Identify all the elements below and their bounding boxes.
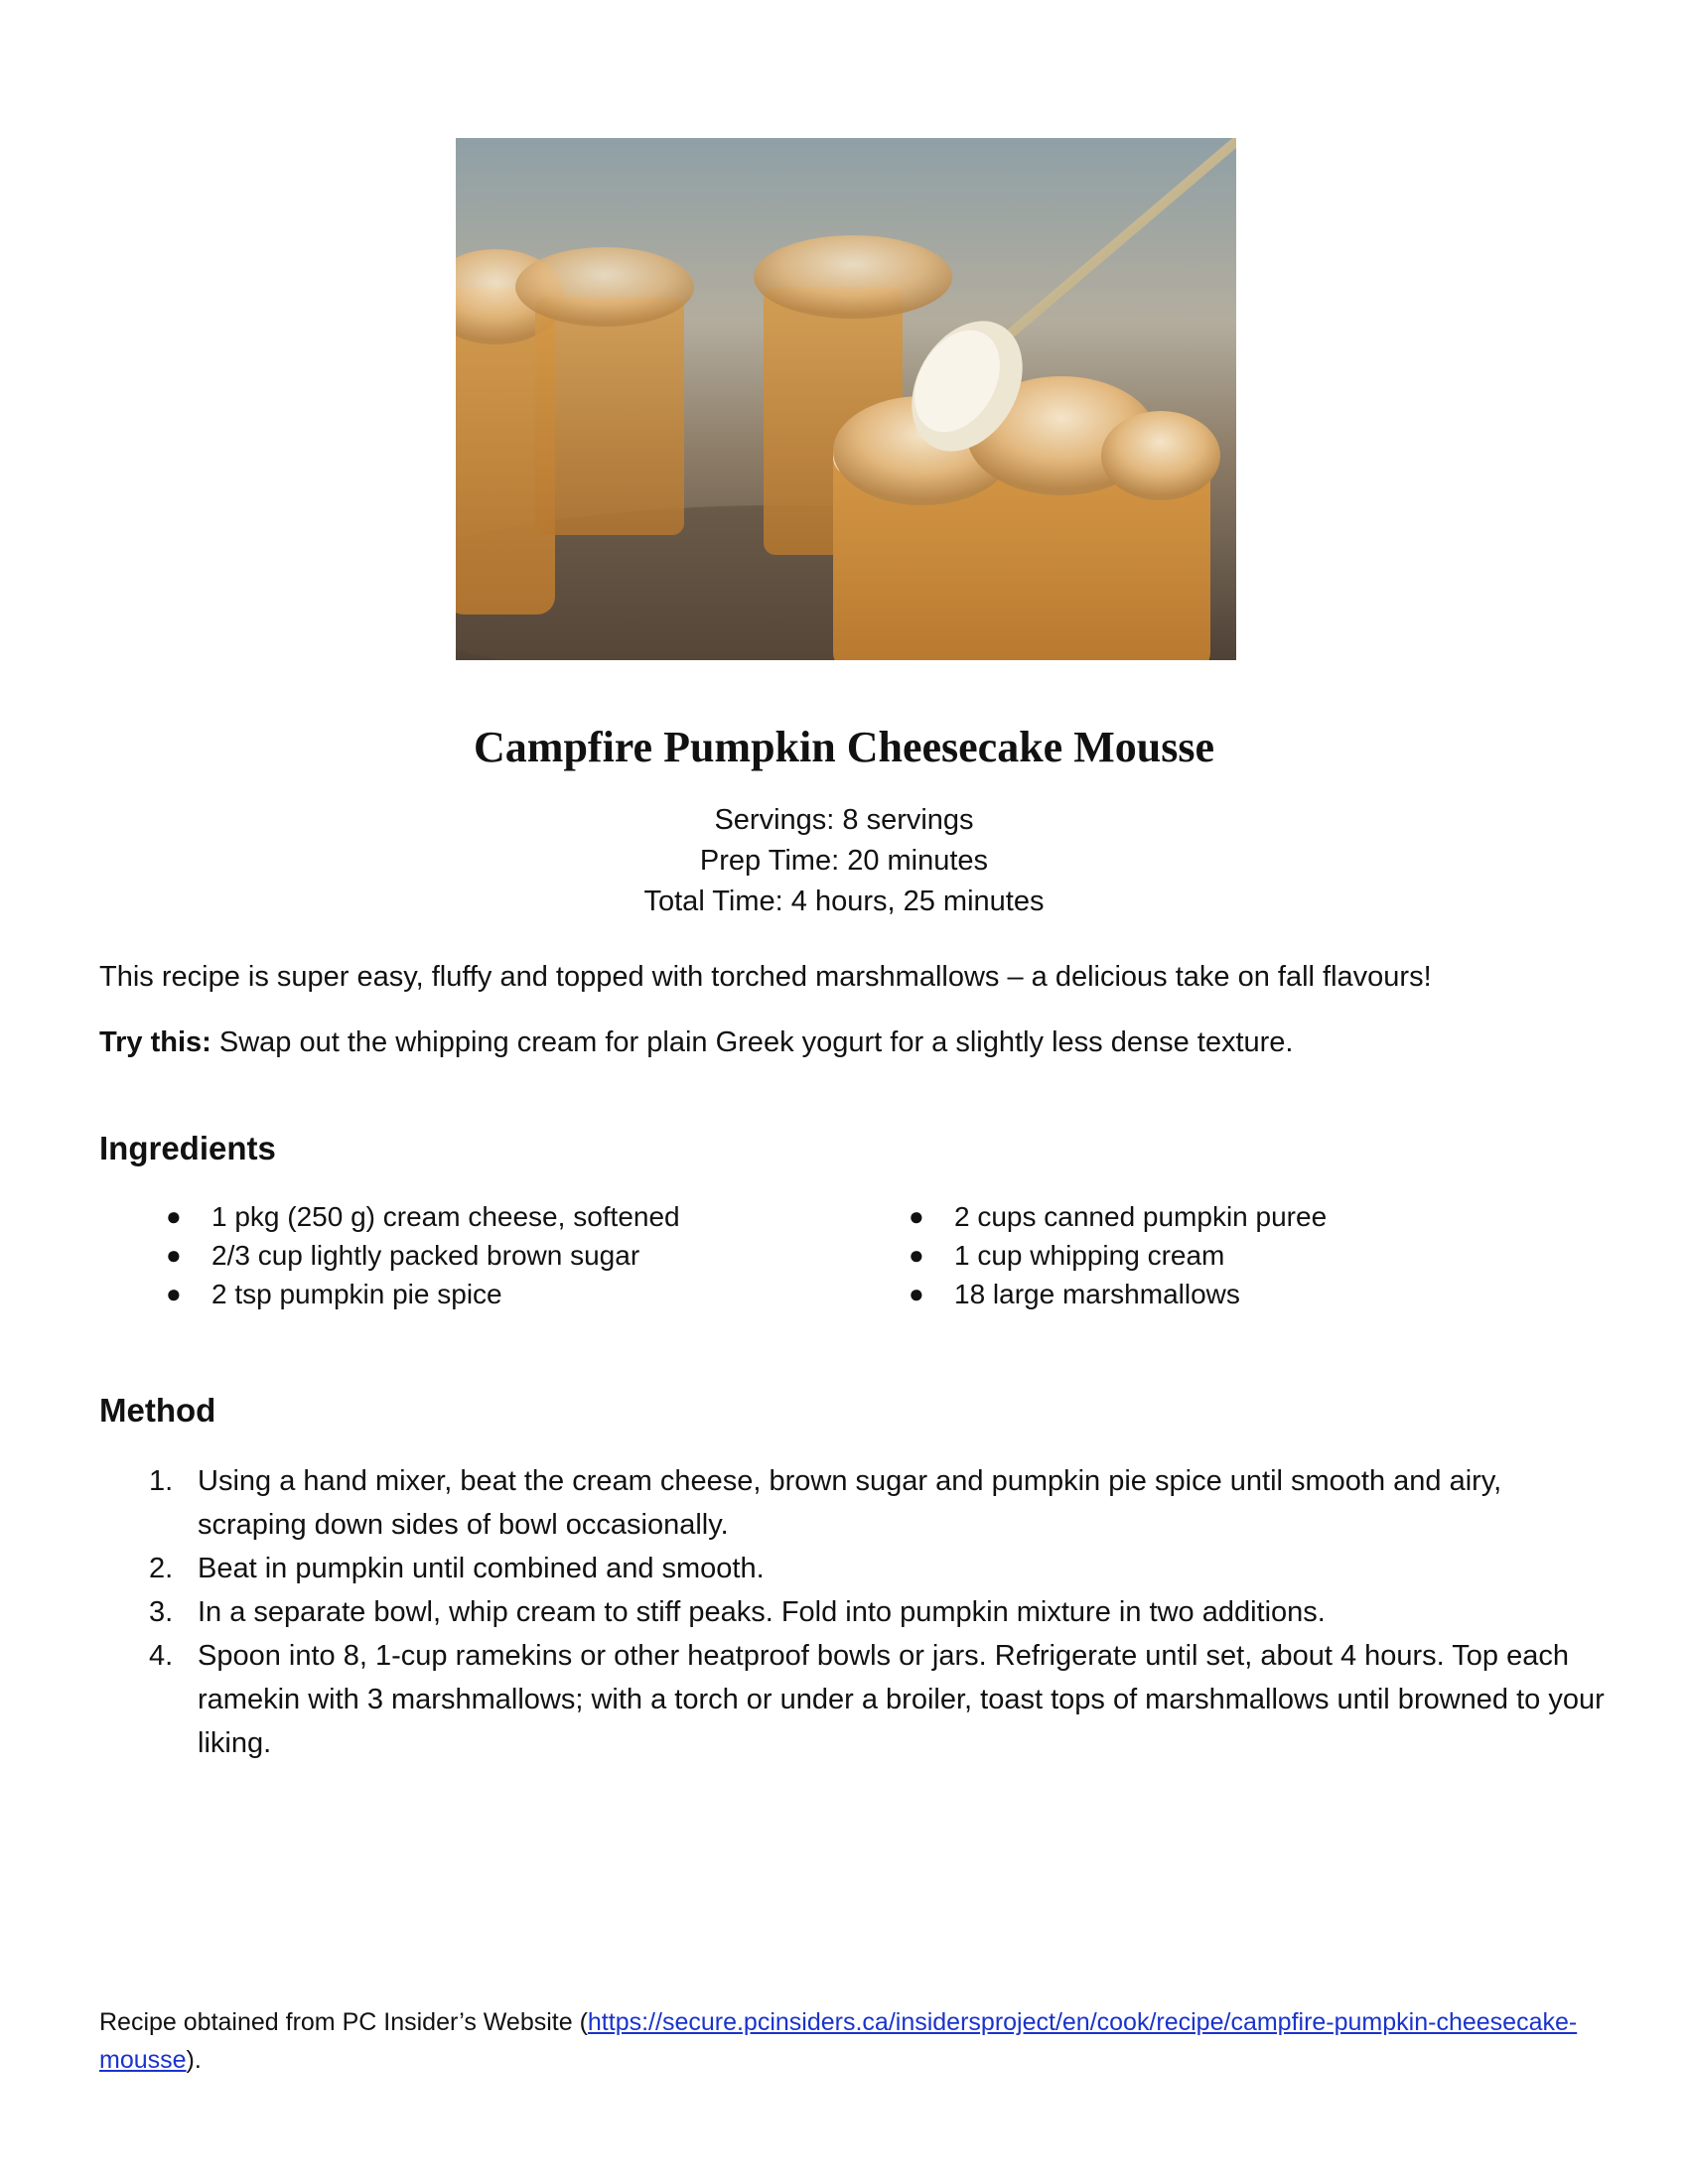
total-time: Total Time: 4 hours, 25 minutes <box>643 886 1045 917</box>
ingredient-item <box>909 1197 1328 1236</box>
step-number: 2. <box>149 1553 174 1584</box>
ingredient-item <box>909 1236 1327 1275</box>
prep-time: Prep Time: 20 minutes <box>699 845 989 877</box>
method-heading: Method <box>99 1392 216 1429</box>
pumpkin-mousse-photo <box>456 138 1236 660</box>
source-footer <box>99 2003 1609 2079</box>
recipe-intro: This recipe is super easy, fluffy and topped with torched marshmallows – a delicious take on fall flavours! <box>99 961 1432 993</box>
recipe-tip <box>99 1023 1293 1062</box>
ingredients-heading: Ingredients <box>99 1130 276 1166</box>
footer-prefix: Recipe obtained from PC Insider’s Website ( <box>99 2008 588 2036</box>
ingredients-list-right <box>909 1197 1328 1313</box>
step-number: 4. <box>149 1640 174 1672</box>
tip-text: Swap out the whipping cream for plain Greek yogurt for a slightly less dense texture. <box>211 1026 1294 1058</box>
bullet-icon: ● <box>909 1279 924 1308</box>
footer-suffix: ). <box>186 2046 202 2074</box>
step-text: Spoon into 8, 1-cup ramekins or other heatproof bowls or jars. Refrigerate until set, about 4 hours. Top each ramekin with 3 marshmallows; with a torch or under a broiler, toast tops of marshmallows until browned to your liking. <box>198 1640 1605 1759</box>
bullet-icon: ● <box>909 1240 924 1270</box>
ingredient-text: 1 pkg (250 g) cream cheese, softened <box>211 1201 680 1232</box>
ingredient-text: 2/3 cup lightly packed brown sugar <box>211 1240 640 1271</box>
tip-label: Try this: <box>99 1026 211 1058</box>
ingredient-text: 2 tsp pumpkin pie spice <box>211 1279 502 1309</box>
method-step <box>99 1459 1609 1547</box>
recipe-title: Campfire Pumpkin Cheesecake Mousse <box>474 723 1214 771</box>
source-link[interactable]: https://secure.pcinsiders.ca/insidersproject/en/cook/recipe/campfire-pumpkin-cheesecake-mousse <box>99 2008 1578 2074</box>
ingredient-text: 2 cups canned pumpkin puree <box>954 1201 1328 1232</box>
bullet-icon: ● <box>166 1201 182 1231</box>
ingredient-item <box>909 1275 1327 1313</box>
recipe-meta <box>0 800 1688 922</box>
pumpkin-mousse-photo-icon <box>456 138 1236 660</box>
bullet-icon: ● <box>909 1201 924 1231</box>
bullet-icon: ● <box>166 1279 182 1308</box>
step-text: In a separate bowl, whip cream to stiff peaks. Fold into pumpkin mixture in two additions. <box>198 1596 1326 1628</box>
method-step <box>99 1590 1609 1634</box>
ingredient-text: 18 large marshmallows <box>954 1279 1240 1309</box>
step-number: 3. <box>149 1596 174 1628</box>
step-number: 1. <box>149 1465 174 1497</box>
ingredient-item <box>166 1197 680 1236</box>
bullet-icon: ● <box>166 1240 182 1270</box>
ingredient-item <box>166 1275 680 1313</box>
servings: Servings: 8 servings <box>714 804 974 836</box>
ingredient-text: 1 cup whipping cream <box>954 1240 1225 1271</box>
method-step <box>99 1547 1609 1590</box>
method-step <box>99 1634 1609 1765</box>
ingredients-list-left <box>166 1197 680 1313</box>
ingredient-item <box>166 1236 680 1275</box>
step-text: Beat in pumpkin until combined and smooth. <box>198 1553 765 1584</box>
step-text: Using a hand mixer, beat the cream cheese, brown sugar and pumpkin pie spice until smooth and airy, scraping down sides of bowl occasionally. <box>198 1465 1502 1541</box>
method-list <box>99 1459 1609 1765</box>
